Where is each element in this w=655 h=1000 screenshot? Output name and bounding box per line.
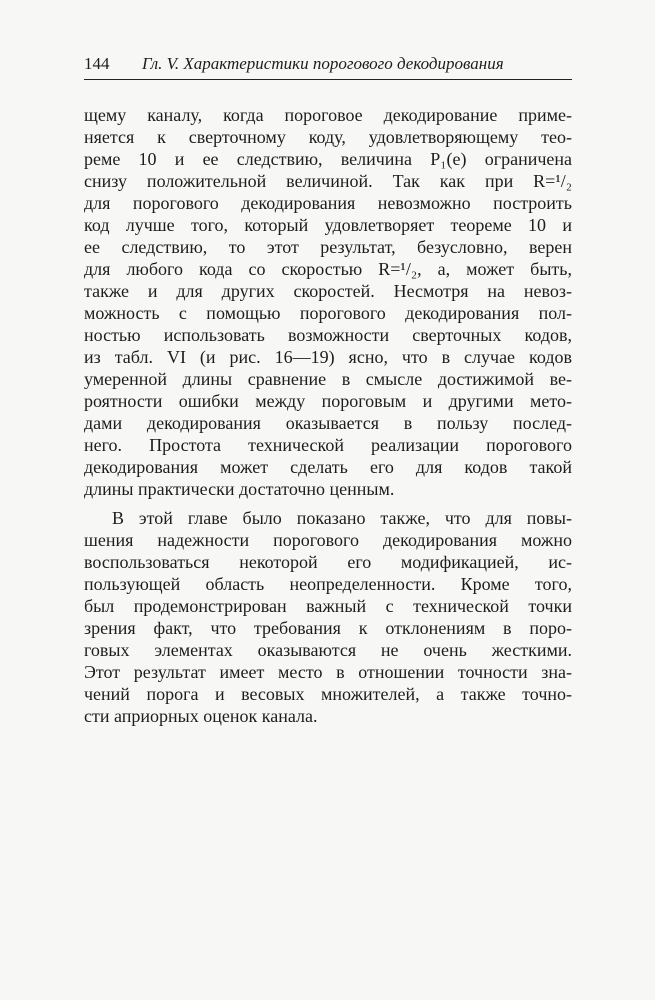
page-header [84, 52, 572, 80]
text-line: щему каналу, когда пороговое декодирование приме- [84, 105, 572, 125]
text-line: можность с помощью порогового декодирования пол- [84, 303, 572, 323]
text-line: него. Простота технической реализации порогового [84, 435, 572, 455]
paragraph-gap [84, 500, 572, 507]
text-line: воспользоваться некоторой его модификацией, ис- [84, 552, 572, 572]
page-number: 144 [84, 54, 110, 73]
text-line: шения надежности порогового декодирования можно [84, 530, 572, 550]
text-line: также и для других скоростей. Несмотря на невоз- [84, 281, 572, 301]
text-line: длины практически достаточно ценным. [84, 479, 395, 499]
text-line: декодирования может сделать его для кодов такой [84, 457, 572, 477]
text-line: ностью использовать возможности сверточных кодов, [84, 325, 572, 345]
text-line: зрения факт, что требования к отклонениям в поро- [84, 618, 572, 638]
text-line: сти априорных оценок канала. [84, 706, 318, 726]
text-line: для любого кода со скоростью R=¹/₂, а, может быть, [84, 259, 572, 279]
paragraph-1 [84, 104, 572, 500]
text-line: дами декодирования оказывается в пользу послед- [84, 413, 572, 433]
body-text [84, 104, 572, 727]
text-line: из табл. VI (и рис. 16—19) ясно, что в случае кодов [84, 347, 572, 367]
text-line: говых элементах оказываются не очень жесткими. [84, 640, 572, 660]
text-line: реме 10 и ее следствию, величина P₁(e) ограничена [84, 149, 572, 169]
text-line: умеренной длины сравнение в смысле достижимой ве- [84, 369, 572, 389]
text-line: код лучше того, который удовлетворяет теореме 10 и [84, 215, 572, 235]
text-line: роятности ошибки между пороговым и другими мето- [84, 391, 572, 411]
text-line: В этой главе было показано также, что для повы- [112, 508, 572, 528]
text-line: няется к сверточному коду, удовлетворяющему тео- [84, 127, 572, 147]
text-line: чений порога и весовых множителей, а также точно- [84, 684, 572, 704]
text-line: для порогового декодирования невозможно построить [84, 193, 572, 213]
running-title: Гл. V. Характеристики порогового декодирования [142, 54, 504, 73]
text-line: Этот результат имеет место в отношении точности зна- [84, 662, 572, 682]
text-line: снизу положительной величиной. Так как при R=¹/₂ [84, 171, 572, 191]
paragraph-2 [84, 507, 572, 727]
text-line: пользующей область неопределенности. Кроме того, [84, 574, 572, 594]
text-line: был продемонстрирован важный с технической точки [84, 596, 572, 616]
text-line: ее следствию, то этот результат, безусловно, верен [84, 237, 572, 257]
